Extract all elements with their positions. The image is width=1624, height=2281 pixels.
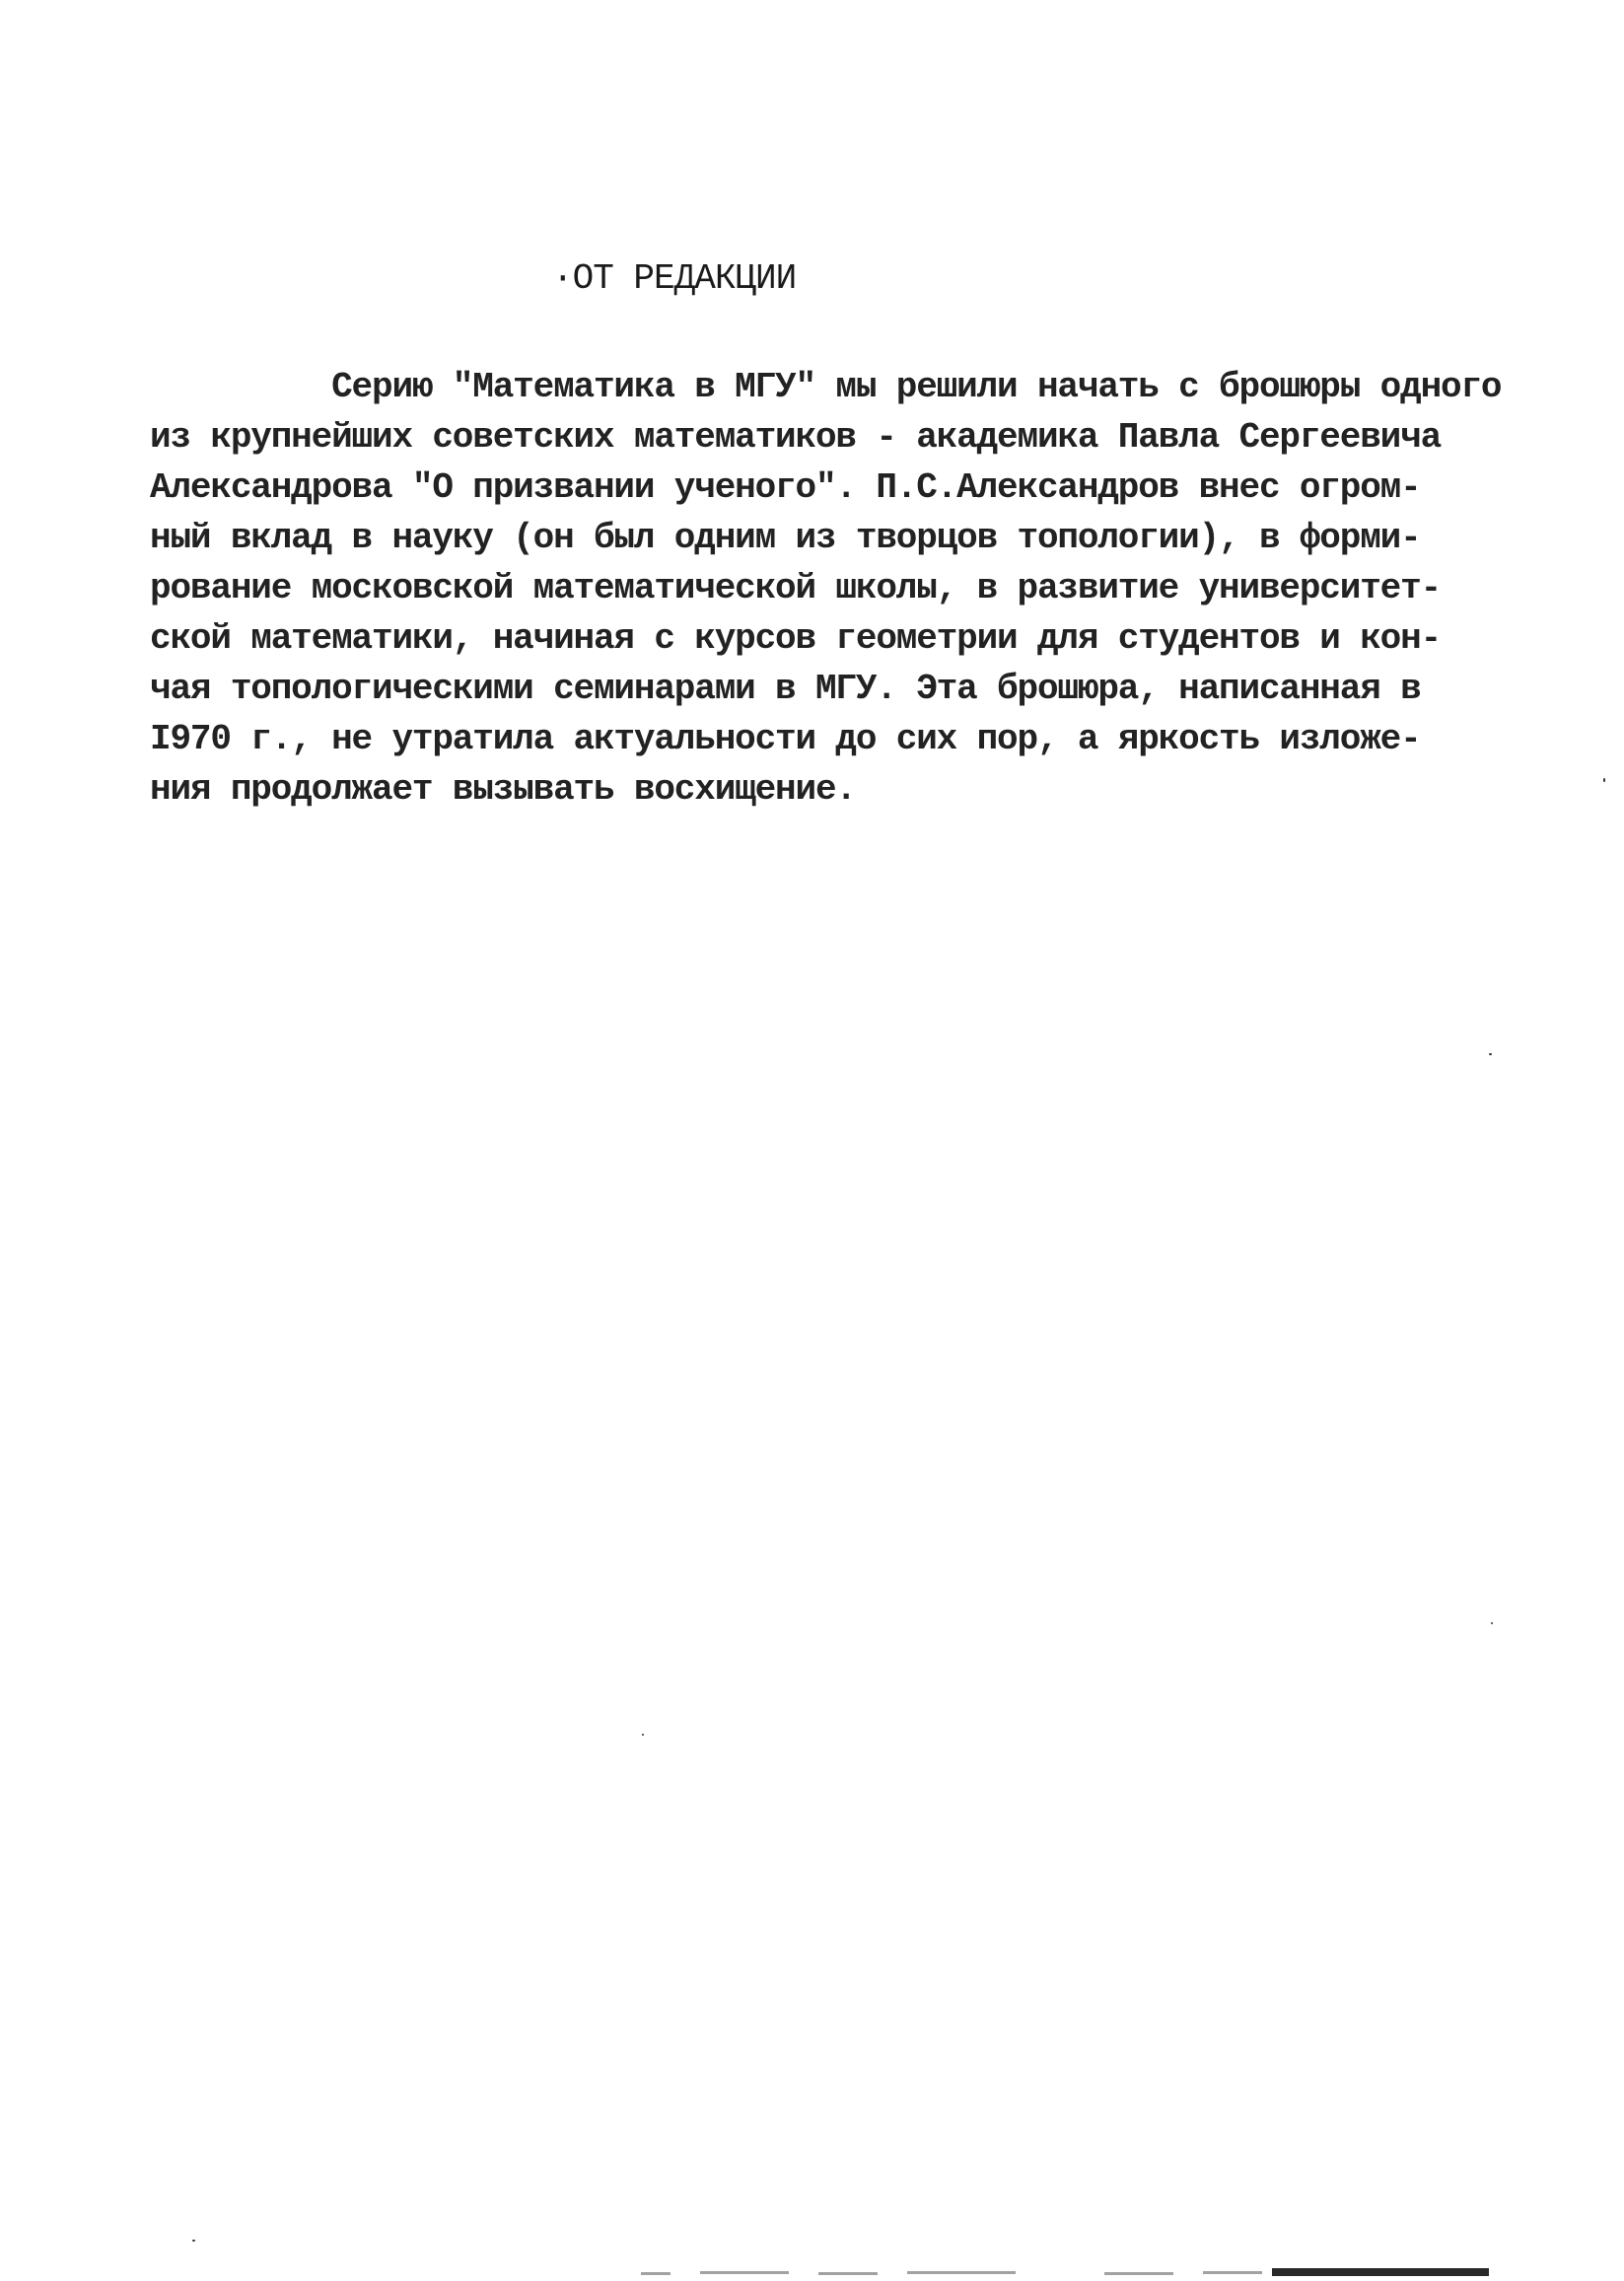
paragraph-line: ской математики, начиная с курсов геометрии для студентов и кон- — [150, 618, 1442, 659]
scan-edge-artifact — [631, 2266, 1499, 2278]
paragraph-line: Серию "Математика в МГУ" мы решили начать с брошюры одного — [150, 367, 1502, 407]
paragraph-line: Александрова "О призвании ученого". П.С.Александров внес огром- — [150, 467, 1421, 508]
paragraph-line: из крупнейших советских математиков - академика Павла Сергеевича — [150, 417, 1442, 458]
scan-speck — [192, 2240, 195, 2242]
paragraph-line: рование московской математической школы, в развитие университет- — [150, 568, 1442, 608]
paragraph-line: I970 г., не утратила актуальности до сих пор, а яркость изложе- — [150, 719, 1421, 759]
scan-speck — [1491, 1622, 1493, 1624]
scan-speck — [1489, 1053, 1492, 1055]
paragraph-line: ный вклад в науку (он был одним из творцов топологии), в форми- — [150, 518, 1421, 558]
paragraph-line: ния продолжает вызывать восхищение. — [150, 769, 856, 810]
scan-speck — [1603, 778, 1605, 782]
scan-speck — [642, 1734, 644, 1736]
paragraph-line: чая топологическими семинарами в МГУ. Эта брошюра, написанная в — [150, 669, 1421, 709]
editorial-paragraph — [150, 362, 1502, 815]
page-title: ·ОТ РЕДАКЦИИ — [552, 258, 797, 299]
